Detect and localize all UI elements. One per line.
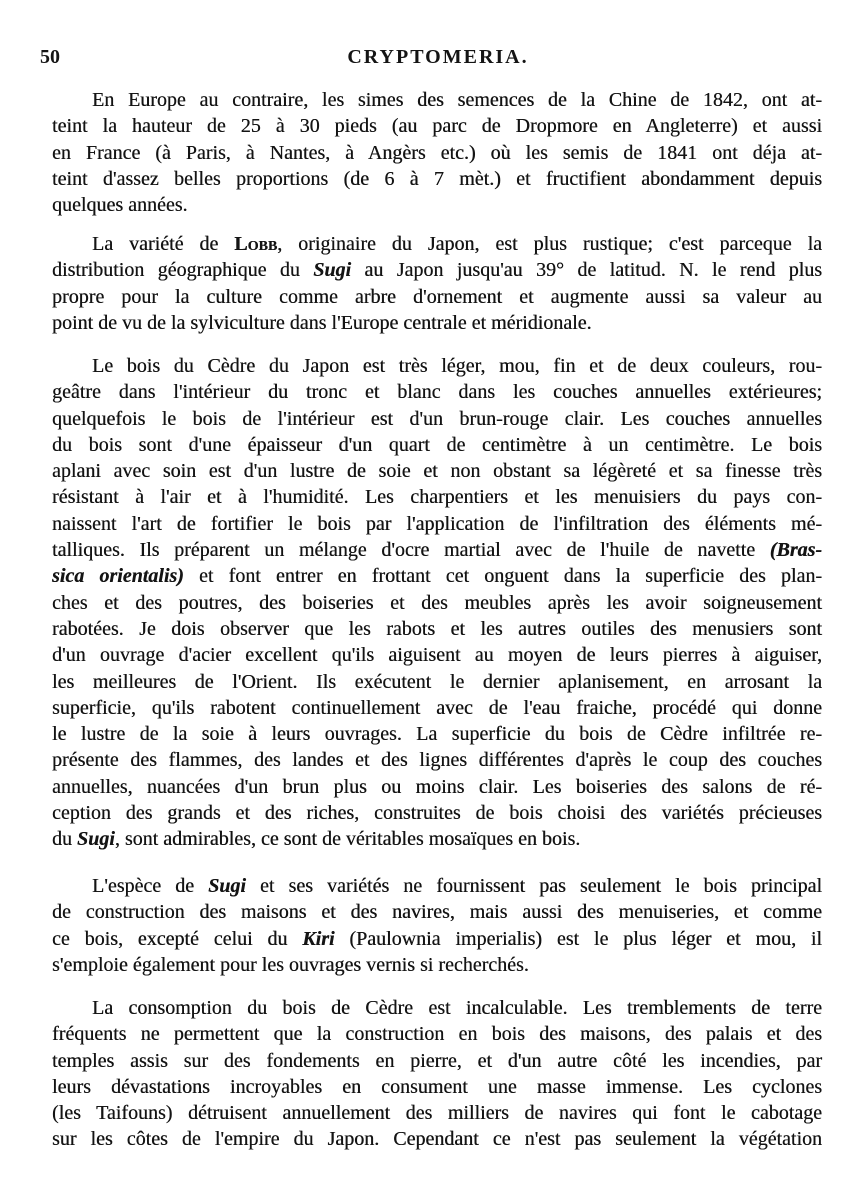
text-line	[52, 1100, 822, 1126]
italic-text: sica orientalis)	[52, 565, 184, 588]
italic-text: Sugi	[77, 828, 115, 851]
paragraph	[52, 231, 822, 336]
line-text: sur les côtes de l'empire du Japon. Cependant ce n'est pas seulement la végétation	[52, 1128, 822, 1151]
text-line	[52, 1048, 822, 1074]
text-run: du	[52, 828, 77, 851]
line-text: rabotées. Je dois observer que les rabots et les autres outiles des menusiers sont	[52, 617, 822, 640]
line-text: s'emploie également pour les ouvrages vernis si recherchés.	[52, 953, 529, 976]
line-text: aplani avec soin est d'un lustre de soie et non obstant sa légèreté et sa finesse très	[52, 460, 822, 483]
text-line	[52, 511, 822, 537]
text-run: ce bois, excepté celui du	[52, 927, 303, 950]
italic-text: (Bras-	[769, 539, 822, 562]
line-text: temples assis sur des fondements en pierre, et d'un autre côté les incendies, par	[52, 1049, 822, 1072]
text-line	[52, 257, 822, 283]
line-text: La consomption du bois de Cèdre est incalculable. Les tremblements de terre	[92, 997, 822, 1019]
paragraph	[52, 87, 822, 218]
text-line	[52, 537, 822, 563]
text-line	[52, 873, 822, 899]
line-text: le lustre de la soie à leurs ouvrages. La superficie du bois de Cèdre infiltrée re-	[52, 723, 822, 746]
text-line	[52, 231, 822, 257]
text-line	[52, 952, 822, 978]
line-text: leurs dévastations incroyables en consument une masse immense. Les cyclones	[52, 1075, 822, 1098]
text-line	[52, 899, 822, 925]
line-text: quelquefois le bois de l'intérieur est d'un brun-rouge clair. Les couches annuelles	[52, 407, 822, 430]
text-run: au Japon jusqu'au 39° de latitud. N. le rend plus	[351, 259, 822, 282]
text-line	[52, 353, 822, 379]
line-text: du bois sont d'une épaisseur d'un quart de centimètre à un centimètre. Le bois	[52, 433, 822, 456]
line-text: naissent l'art de fortifier le bois par l'application de l'infiltration des éléments mé-	[52, 512, 822, 535]
line-text: présente des flammes, des landes et des lignes différentes d'après le coup des couches	[52, 749, 822, 772]
text-run: distribution géographique du	[52, 259, 314, 282]
text-run: talliques. Ils préparent un mélange d'ocre martial avec de l'huile de navette	[52, 539, 770, 562]
paragraph	[52, 873, 822, 978]
text-line	[52, 826, 822, 852]
paragraph	[52, 995, 822, 1153]
line-text: superficie, qu'ils rabotent continuellement avec de l'eau fraiche, procédé qui donne	[52, 696, 822, 719]
line-text	[52, 928, 822, 950]
text-line	[52, 642, 822, 668]
text-line	[52, 590, 822, 616]
line-text: d'un ouvrage d'acier excellent qu'ils aiguisent au moyen de leurs pierres à aiguiser,	[52, 644, 822, 667]
text-line	[52, 379, 822, 405]
text-line	[52, 484, 822, 510]
text-line	[52, 563, 822, 589]
page-number: 50	[40, 46, 60, 68]
text-line	[52, 721, 822, 747]
text-line	[52, 166, 822, 192]
text-line	[52, 616, 822, 642]
text-line	[52, 669, 822, 695]
line-text: propre pour la culture comme arbre d'ornement et augmente aussi sa valeur au	[52, 285, 822, 308]
paragraph	[52, 353, 822, 853]
text-run: La variété de	[92, 233, 235, 255]
line-text: ception des grands et des riches, construites de bois choisi des variétés précieuses	[52, 802, 822, 825]
text-line	[52, 284, 822, 310]
line-text	[92, 875, 822, 897]
line-text: en France (à Paris, à Nantes, à Angèrs etc.) où les semis de 1841 ont déja at-	[52, 141, 822, 164]
text-line	[52, 406, 822, 432]
text-line	[52, 1074, 822, 1100]
line-text: geâtre dans l'intérieur du tronc et blanc dans les couches annuelles extérieures;	[52, 381, 822, 404]
text-run: et ses variétés ne fournissent pas seulement le bois principal	[245, 875, 822, 897]
line-text: point de vu de la sylviculture dans l'Europe centrale et méridionale.	[52, 311, 592, 334]
line-text: teint d'assez belles proportions (de 6 à 7 mèt.) et fructifient abondamment depuis	[52, 167, 822, 190]
line-text	[92, 233, 822, 255]
text-line	[52, 1126, 822, 1152]
line-text: Le bois du Cèdre du Japon est très léger, mou, fin et de deux couleurs, rou-	[92, 355, 822, 377]
text-line	[52, 113, 822, 139]
line-text: fréquents ne permettent que la construction en bois des maisons, des palais et des	[52, 1023, 822, 1046]
text-line	[52, 926, 822, 952]
text-run: L'espèce de	[92, 875, 209, 897]
text-line	[52, 695, 822, 721]
line-text	[52, 539, 822, 561]
line-text: (les Taifouns) détruisent annuellement des milliers de navires qui font le cabotage	[52, 1102, 822, 1125]
text-line	[52, 310, 822, 336]
line-text: teint la hauteur de 25 à 30 pieds (au parc de Dropmore en Angleterre) et aussi	[52, 115, 822, 138]
text-line	[52, 1021, 822, 1047]
text-line	[52, 800, 822, 826]
text-line	[52, 192, 822, 218]
line-text: En Europe au contraire, les simes des semences de la Chine de 1842, ont at-	[92, 89, 822, 111]
text-run: et font entrer en frottant cet onguent dans la superficie des plan-	[183, 565, 823, 588]
text-run: , originaire du Japon, est plus rustique; c'est parceque la	[277, 233, 823, 255]
line-text	[52, 565, 822, 587]
line-text: quelques années.	[52, 194, 188, 217]
text-line	[52, 432, 822, 458]
text-run: , sont admirables, ce sont de véritables mosaïques en bois.	[114, 828, 581, 851]
text-line	[52, 458, 822, 484]
running-title: CRYPTOMERIA.	[347, 46, 529, 68]
text-line	[52, 995, 822, 1021]
italic-text: Sugi	[208, 875, 246, 897]
line-text	[52, 828, 580, 850]
italic-text: Sugi	[313, 259, 352, 282]
line-text: annuelles, nuancées d'un brun plus ou moins clair. Les boiseries des salons de ré-	[52, 775, 822, 798]
line-text: de construction des maisons et des navires, mais aussi des menuiseries, et comme	[52, 901, 822, 924]
line-text: les meilleures de l'Orient. Ils exécutent le dernier aplanisement, en arrosant la	[52, 670, 822, 693]
text-line	[52, 774, 822, 800]
line-text: résistant à l'air et à l'humidité. Les charpentiers et les menuisiers du pays con-	[52, 486, 822, 509]
text-line	[52, 140, 822, 166]
line-text	[52, 259, 822, 281]
small-caps-name: Lobb	[234, 233, 278, 255]
italic-text: Kiri	[302, 927, 335, 950]
line-text: ches et des poutres, des boiseries et des meubles après les avoir soigneusement	[52, 591, 822, 614]
text-line	[52, 87, 822, 113]
text-run: (Paulownia imperialis) est le plus léger et mou, il	[334, 927, 822, 950]
text-line	[52, 747, 822, 773]
